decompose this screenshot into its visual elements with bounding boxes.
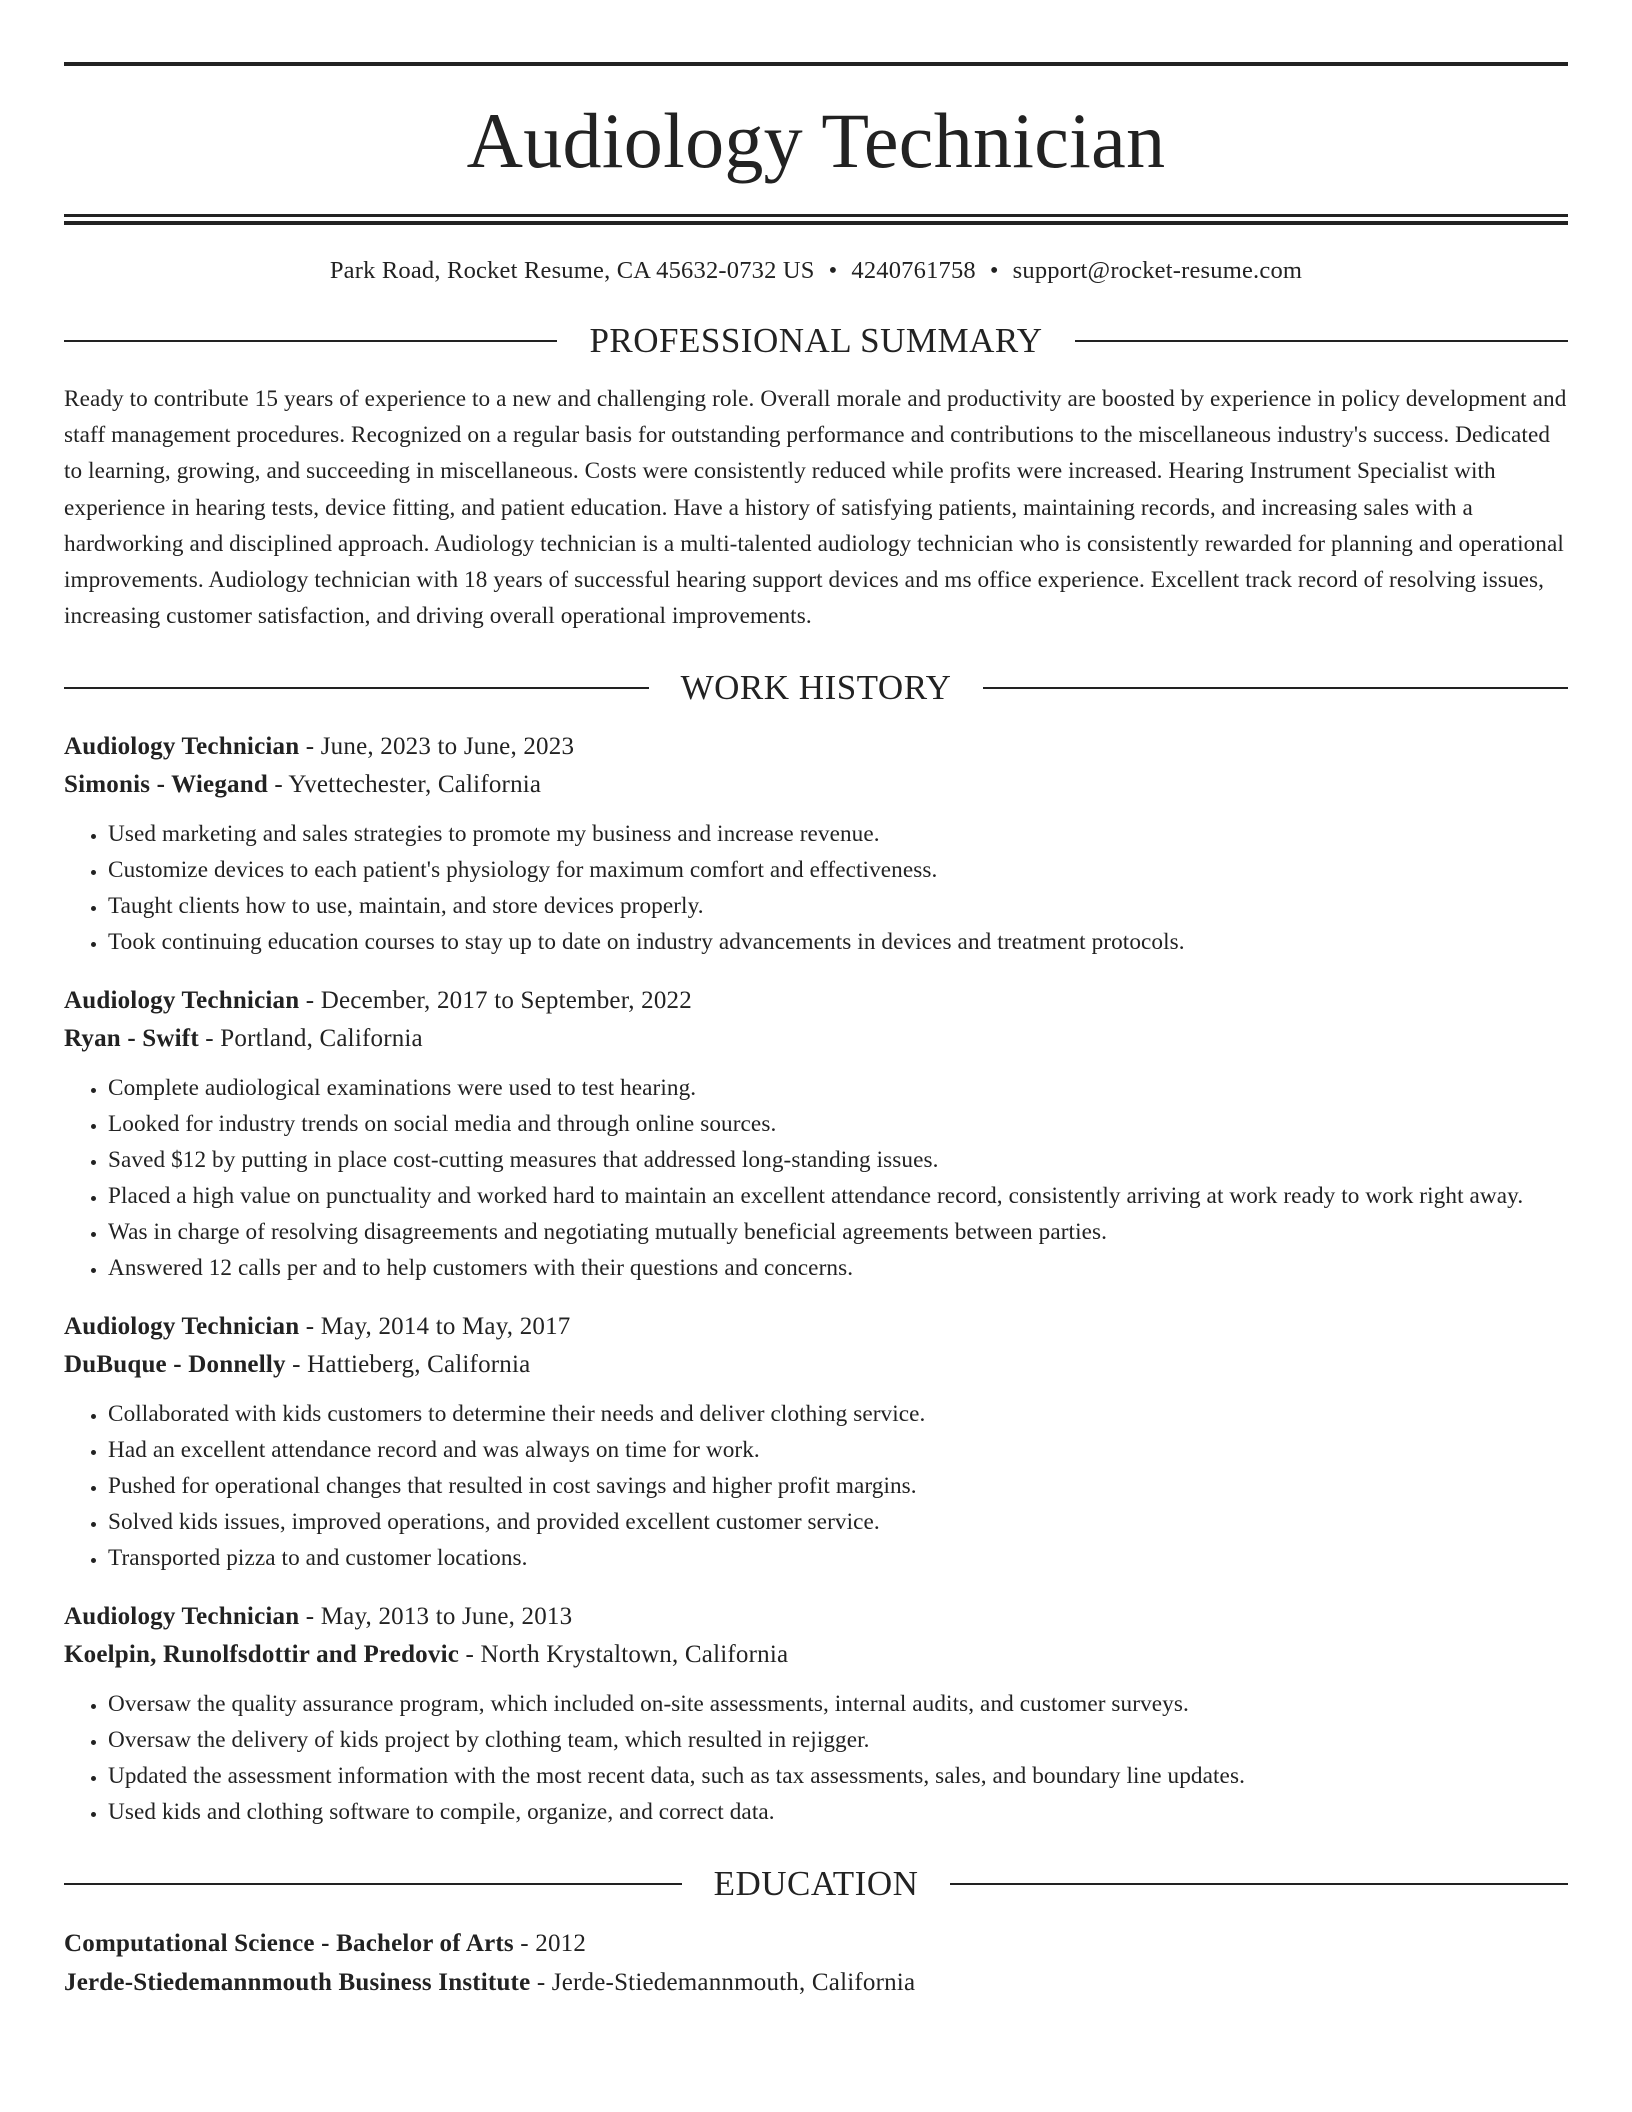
job-entry (64, 1598, 1568, 1830)
job-entry (64, 982, 1568, 1286)
resume-page (64, 0, 1568, 2002)
job-company-line (64, 1346, 1568, 1384)
job-dates: - May, 2013 to June, 2013 (299, 1603, 573, 1631)
contact-phone: 4240761758 (851, 257, 976, 284)
contact-email: support@rocket-resume.com (1012, 257, 1303, 284)
job-bullet: • Complete audiological examinations were used to test hearing. (108, 1070, 1568, 1106)
heading-rule-right (983, 687, 1568, 689)
work-history-list (64, 728, 1568, 1830)
job-location: - Yvettechester, California (267, 771, 542, 799)
job-bullet: • Used kids and clothing software to compile, organize, and correct data. (108, 1794, 1568, 1830)
resume-title: Audiology Technician (466, 97, 1166, 184)
contact-info (64, 255, 1568, 287)
contact-address: Park Road, Rocket Resume, CA 45632-0732 US (329, 257, 815, 284)
job-bullet: • Transported pizza to and customer locations. (108, 1540, 1568, 1576)
top-divider (64, 62, 1568, 66)
job-bullet: • Solved kids issues, improved operations, and provided excellent customer service. (108, 1504, 1568, 1540)
job-dates: - June, 2023 to June, 2023 (299, 733, 575, 761)
heading-rule-left (64, 687, 649, 689)
job-title-line (64, 1598, 1568, 1636)
heading-rule-left (64, 340, 557, 342)
job-dates: - December, 2017 to September, 2022 (299, 987, 692, 1015)
job-bullet: • Oversaw the delivery of kids project by clothing team, which resulted in rejigger. (108, 1722, 1568, 1758)
job-title-line (64, 982, 1568, 1020)
job-bullet: • Used marketing and sales strategies to promote my business and increase revenue. (108, 816, 1568, 852)
summary-heading-label: PROFESSIONAL SUMMARY (589, 321, 1043, 360)
job-title: Audiology Technician (64, 1603, 300, 1631)
contact-separator: • (828, 257, 838, 284)
job-location: - Hattieberg, California (285, 1351, 531, 1379)
job-company-line (64, 766, 1568, 804)
job-entry (64, 728, 1568, 960)
job-bullet: • Taught clients how to use, maintain, and store devices properly. (108, 888, 1568, 924)
job-bullet: • Saved $12 by putting in place cost-cutting measures that addressed long-standing issues. (108, 1142, 1568, 1178)
work-section-heading (64, 666, 1568, 710)
job-bullet: • Had an excellent attendance record and was always on time for work. (108, 1432, 1568, 1468)
job-title: Audiology Technician (64, 987, 300, 1015)
job-bullet: • Placed a high value on punctuality and worked hard to maintain an excellent attendance record, consistently arriving at work ready to work right away. (108, 1178, 1568, 1214)
education-entry (64, 1924, 1568, 2002)
job-company: Ryan - Swift (64, 1025, 199, 1053)
job-location: - Portland, California (198, 1025, 423, 1053)
job-company-line (64, 1636, 1568, 1674)
job-location: - North Krystaltown, California (459, 1641, 789, 1669)
education-degree: Computational Science - Bachelor of Arts (64, 1930, 514, 1958)
job-title: Audiology Technician (64, 733, 300, 761)
job-bullet: • Was in charge of resolving disagreements and negotiating mutually beneficial agreements between parties. (108, 1214, 1568, 1250)
education-school: Jerde-Stiedemannmouth Business Institute (64, 1969, 531, 1997)
job-bullet-list (64, 1396, 1568, 1576)
job-company: Koelpin, Runolfsdottir and Predovic (64, 1641, 460, 1669)
title-double-divider (64, 214, 1568, 225)
job-bullet: • Oversaw the quality assurance program, which included on-site assessments, internal audits, and customer surveys. (108, 1686, 1568, 1722)
job-bullet: • Customize devices to each patient's physiology for maximum comfort and effectiveness. (108, 852, 1568, 888)
job-company: Simonis - Wiegand (64, 771, 268, 799)
job-bullet-list (64, 816, 1568, 960)
education-heading-label: EDUCATION (713, 1864, 919, 1904)
job-bullet: • Answered 12 calls per and to help customers with their questions and concerns. (108, 1250, 1568, 1286)
heading-rule-left (64, 1883, 682, 1885)
education-location: - Jerde-Stiedemannmouth, California (530, 1969, 916, 1997)
heading-rule-right (950, 1883, 1568, 1885)
job-entry (64, 1308, 1568, 1576)
education-year: - 2012 (513, 1930, 587, 1958)
job-title-line (64, 728, 1568, 766)
education-section-heading (64, 1862, 1568, 1906)
job-bullet: • Looked for industry trends on social media and through online sources. (108, 1106, 1568, 1142)
summary-text: Ready to contribute 15 years of experience to a new and challenging role. Overall morale and productivity are boosted by experience in policy development and staff management procedures. Recognized on a regular basis for outstanding performance and contributions to the miscellaneous industry's success. Dedicated to learning, growing, and succeeding in miscellaneous. Costs were consistently reduced while profits were increased. Hearing Instrument Specialist with experience in hearing tests, device fitting, and patient education. Have a history of satisfying patients, maintaining records, and increasing sales with a hardworking and disciplined approach. Audiology technician is a multi-talented audiology technician who is consistently rewarded for planning and operational improvements. Audiology technician with 18 years of successful hearing support devices and ms office experience. Excellent track record of resolving issues, increasing customer satisfaction, and driving overall operational improvements. (64, 386, 1567, 630)
job-bullet-list (64, 1686, 1568, 1830)
job-title: Audiology Technician (64, 1313, 300, 1341)
job-dates: - May, 2014 to May, 2017 (299, 1313, 571, 1341)
education-degree-line (64, 1924, 1568, 1963)
work-heading-label: WORK HISTORY (680, 668, 952, 708)
job-bullet: • Took continuing education courses to stay up to date on industry advancements in devices and treatment protocols. (108, 924, 1568, 960)
job-bullet: • Collaborated with kids customers to determine their needs and deliver clothing service. (108, 1396, 1568, 1432)
heading-rule-right (1075, 340, 1568, 342)
job-bullet-list (64, 1070, 1568, 1286)
job-bullet: • Pushed for operational changes that resulted in cost savings and higher profit margins. (108, 1468, 1568, 1504)
job-bullet: • Updated the assessment information with the most recent data, such as tax assessments, sales, and boundary line updates. (108, 1758, 1568, 1794)
education-school-line (64, 1963, 1568, 2002)
contact-separator: • (989, 257, 999, 284)
job-company-line (64, 1020, 1568, 1058)
job-title-line (64, 1308, 1568, 1346)
summary-section-heading (64, 319, 1568, 363)
job-company: DuBuque - Donnelly (64, 1351, 286, 1379)
